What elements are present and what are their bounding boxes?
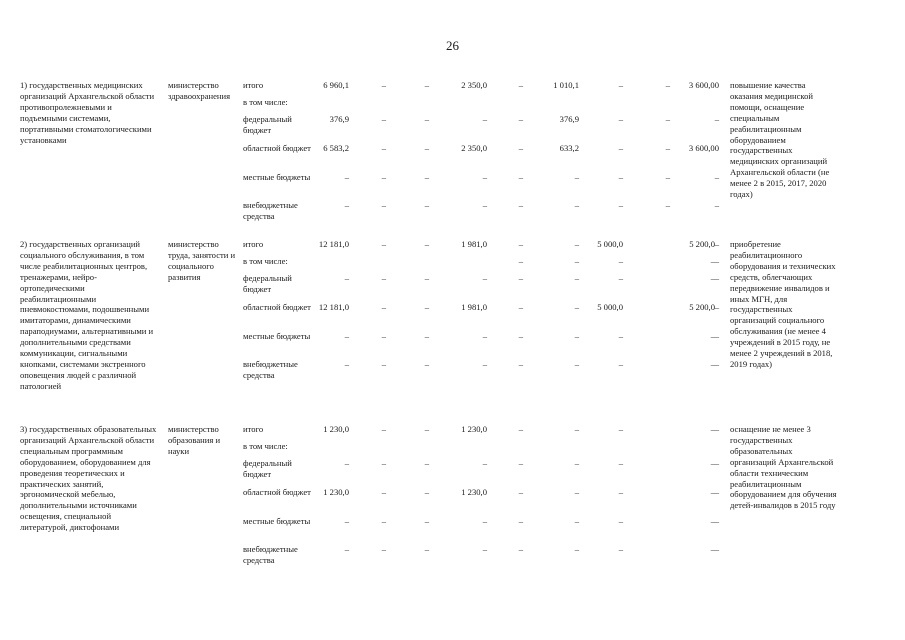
value-cell: –: [618, 424, 623, 434]
value-cell: –: [424, 359, 429, 369]
value-cell: –: [710, 544, 715, 554]
value-cell: –: [424, 80, 429, 90]
table-row: [0, 273, 905, 301]
funding-source: внебюджетные средства: [243, 544, 298, 565]
value-cell: –: [518, 302, 523, 312]
measure-description: 3) государственных образовательных организаций Архангельской области специальным программным оборудованием, оборудованием для проведения теоретических и практических занятий, эргономической мебелью, дополнительными источниками освещения, специальной литературой, диктофонами: [20, 424, 157, 533]
table-row: [0, 143, 905, 171]
value-cell: –: [714, 114, 719, 124]
measure-description: 2) государственных организаций социального обслуживания, в том числе реабилитационных центров, тренажерами, нейро-ортопедическими реабилитационными пневмокостюмами, подошвенными имитаторами, динамическими параподиумами, альтернативными и дополнительными средствами коммуникации, сигнальными кнопками, системами экстренного оповещения людей с различной патологией: [20, 239, 154, 391]
total-value: –: [344, 458, 349, 468]
value-cell: –: [574, 172, 579, 182]
value-cell: 633,2: [559, 143, 579, 153]
value-cell: –: [710, 256, 715, 266]
total-value: 6 583,2: [323, 143, 349, 153]
total-value: –: [344, 516, 349, 526]
funding-source: местные бюджеты: [243, 172, 311, 182]
executor: министерство здравоохранения: [168, 80, 231, 101]
value-cell: –: [710, 458, 715, 468]
value-cell: –: [381, 487, 386, 497]
value-cell: 376,9: [559, 114, 579, 124]
value-cell: –: [482, 172, 487, 182]
value-cell: –: [618, 80, 623, 90]
value-cell: 5 000,0: [597, 302, 623, 312]
value-cell: –: [714, 424, 719, 434]
value-cell: –: [424, 143, 429, 153]
value-cell: –: [714, 302, 719, 312]
expected-result: оснащение не менее 3 государственных образовательных организаций Архангельской области техническим реабилитационным оборудованием для обучения детей-инвалидов в 2015 году: [730, 424, 837, 511]
value-cell: –: [518, 458, 523, 468]
value-cell: –: [482, 200, 487, 210]
value-cell: –: [714, 273, 719, 283]
value-cell: –: [710, 273, 715, 283]
expected-result: повышение качества оказания медицинской помощи, оснащение специальным реабилитационным оборудованием государственных медицинских организаций Архангельской области (не менее 2 в 2015, 2017, 2020 годах): [730, 80, 830, 200]
value-cell: –: [618, 331, 623, 341]
funding-source: итого: [243, 424, 264, 434]
value-cell: –: [518, 273, 523, 283]
value-cell: –: [518, 331, 523, 341]
value-cell: –: [618, 359, 623, 369]
value-cell: –: [618, 172, 623, 182]
value-cell: 1 230,0: [461, 487, 487, 497]
value-cell: –: [482, 458, 487, 468]
value-cell: –: [381, 273, 386, 283]
value-cell: –: [574, 487, 579, 497]
funding-source: в том числе:: [243, 441, 288, 451]
executor: министерство образования и науки: [168, 424, 221, 456]
value-cell: –: [424, 331, 429, 341]
value-cell: 1 981,0: [461, 239, 487, 249]
value-cell: –: [381, 331, 386, 341]
value-cell: –: [518, 544, 523, 554]
value-cell: –: [618, 200, 623, 210]
value-cell: –: [518, 239, 523, 249]
total-value: –: [344, 359, 349, 369]
measure-description: 1) государственных медицинских организаций Архангельской области противопролежневыми и подъемными системами, портативными стоматологическими установками: [20, 80, 155, 145]
value-cell: –: [424, 114, 429, 124]
value-cell: –: [714, 359, 719, 369]
value-cell: 1 010,1: [553, 80, 579, 90]
table-row: [0, 516, 905, 544]
value-cell: –: [424, 172, 429, 182]
value-cell: 1 981,0: [461, 302, 487, 312]
value-cell: –: [618, 458, 623, 468]
value-cell: 5 200,0: [689, 239, 715, 249]
funding-source: федеральный бюджет: [243, 458, 292, 479]
value-cell: –: [574, 544, 579, 554]
funding-source: внебюджетные средства: [243, 200, 298, 221]
value-cell: 5 200,0: [689, 302, 715, 312]
value-cell: –: [381, 143, 386, 153]
value-cell: –: [710, 424, 715, 434]
value-cell: –: [714, 458, 719, 468]
value-cell: –: [482, 516, 487, 526]
value-cell: –: [714, 200, 719, 210]
value-cell: –: [518, 487, 523, 497]
total-value: 376,9: [329, 114, 349, 124]
value-cell: –: [574, 516, 579, 526]
funding-source: областной бюджет: [243, 487, 311, 497]
value-cell: –: [618, 544, 623, 554]
funding-source: областной бюджет: [243, 143, 311, 153]
value-cell: –: [618, 487, 623, 497]
value-cell: 2 350,0: [461, 80, 487, 90]
total-value: 1 230,0: [323, 424, 349, 434]
value-cell: –: [714, 172, 719, 182]
value-cell: –: [381, 424, 386, 434]
value-cell: –: [574, 200, 579, 210]
value-cell: 2 350,0: [461, 143, 487, 153]
value-cell: –: [381, 172, 386, 182]
funding-source: в том числе:: [243, 97, 288, 107]
value-cell: –: [381, 516, 386, 526]
value-cell: –: [574, 424, 579, 434]
value-cell: –: [574, 256, 579, 266]
value-cell: –: [714, 544, 719, 554]
table-row: [0, 487, 905, 515]
value-cell: –: [381, 80, 386, 90]
value-cell: –: [424, 302, 429, 312]
value-cell: –: [518, 200, 523, 210]
funding-source: федеральный бюджет: [243, 114, 292, 135]
value-cell: –: [574, 239, 579, 249]
value-cell: –: [381, 114, 386, 124]
value-cell: 3 600,00: [688, 80, 719, 90]
value-cell: –: [518, 172, 523, 182]
total-value: –: [344, 331, 349, 341]
value-cell: –: [424, 424, 429, 434]
value-cell: –: [665, 172, 670, 182]
value-cell: –: [518, 143, 523, 153]
value-cell: –: [482, 544, 487, 554]
funding-source: местные бюджеты: [243, 331, 311, 341]
value-cell: 3 600,00: [688, 143, 719, 153]
total-value: –: [344, 172, 349, 182]
value-cell: –: [518, 114, 523, 124]
funding-source: местные бюджеты: [243, 516, 311, 526]
value-cell: –: [714, 331, 719, 341]
funding-source: итого: [243, 239, 264, 249]
table-row: [0, 331, 905, 359]
value-cell: –: [714, 516, 719, 526]
value-cell: –: [714, 239, 719, 249]
value-cell: –: [665, 143, 670, 153]
total-value: –: [344, 273, 349, 283]
total-value: –: [344, 200, 349, 210]
value-cell: –: [424, 273, 429, 283]
value-cell: –: [424, 487, 429, 497]
value-cell: –: [618, 516, 623, 526]
value-cell: –: [574, 331, 579, 341]
total-value: 6 960,1: [323, 80, 349, 90]
total-value: –: [344, 544, 349, 554]
funding-source: областной бюджет: [243, 302, 311, 312]
value-cell: –: [574, 273, 579, 283]
value-cell: –: [714, 487, 719, 497]
funding-source: федеральный бюджет: [243, 273, 292, 294]
value-cell: –: [482, 359, 487, 369]
value-cell: –: [482, 331, 487, 341]
total-value: 12 181,0: [318, 239, 349, 249]
value-cell: –: [618, 143, 623, 153]
value-cell: –: [665, 80, 670, 90]
table-row: [0, 302, 905, 330]
value-cell: –: [424, 239, 429, 249]
total-value: 12 181,0: [318, 302, 349, 312]
value-cell: –: [424, 544, 429, 554]
value-cell: –: [714, 256, 719, 266]
value-cell: –: [574, 302, 579, 312]
value-cell: –: [574, 359, 579, 369]
funding-source: в том числе:: [243, 256, 288, 266]
value-cell: –: [381, 239, 386, 249]
table-row: [0, 114, 905, 142]
value-cell: –: [424, 200, 429, 210]
value-cell: –: [424, 516, 429, 526]
table-row: [0, 544, 905, 572]
value-cell: –: [574, 458, 579, 468]
value-cell: –: [518, 516, 523, 526]
expected-result: приобретение реабилитационного оборудования и технических средств, облегчающих передвижение инвалидов и иных МГН, для государственных организаций социального обслуживания (не менее 4 учреждений в 2015 году, не менее 2 учреждений в 2018, 2019 годах): [730, 239, 836, 369]
funding-source: итого: [243, 80, 264, 90]
value-cell: –: [482, 114, 487, 124]
value-cell: 1 230,0: [461, 424, 487, 434]
page-number: 26: [446, 38, 459, 53]
value-cell: –: [518, 424, 523, 434]
total-value: 1 230,0: [323, 487, 349, 497]
table-row: [0, 200, 905, 228]
value-cell: –: [518, 256, 523, 266]
value-cell: –: [518, 359, 523, 369]
table-row: [0, 359, 905, 387]
value-cell: –: [710, 359, 715, 369]
value-cell: –: [424, 458, 429, 468]
table-row: [0, 172, 905, 200]
value-cell: –: [618, 273, 623, 283]
value-cell: –: [618, 114, 623, 124]
executor: министерство труда, занятости и социального развития: [168, 239, 236, 282]
funding-source: внебюджетные средства: [243, 359, 298, 380]
value-cell: –: [482, 273, 487, 283]
value-cell: –: [618, 256, 623, 266]
table-row: [0, 458, 905, 486]
value-cell: –: [710, 331, 715, 341]
value-cell: –: [381, 359, 386, 369]
value-cell: –: [710, 516, 715, 526]
value-cell: –: [710, 487, 715, 497]
value-cell: –: [381, 458, 386, 468]
value-cell: –: [381, 302, 386, 312]
value-cell: 5 000,0: [597, 239, 623, 249]
value-cell: –: [381, 544, 386, 554]
value-cell: –: [381, 200, 386, 210]
value-cell: –: [665, 200, 670, 210]
value-cell: –: [665, 114, 670, 124]
value-cell: –: [518, 80, 523, 90]
